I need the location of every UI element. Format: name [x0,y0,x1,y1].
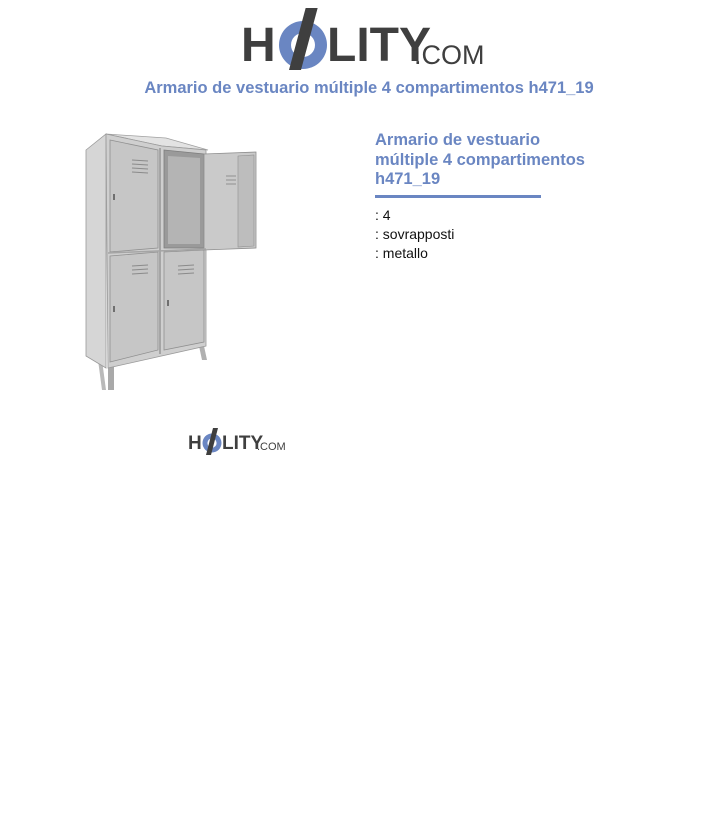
small-logo-o-circle-icon [203,428,222,455]
product-title-line2: múltiple 4 compartimentos [375,150,585,169]
attribute-compartments: : 4 [375,206,391,223]
holity-logo-small [186,428,290,456]
product-title [375,131,615,190]
small-logo-letters-lity: LITY [222,433,264,454]
product-title-line3: h471_19 [375,170,441,188]
logo-o-circle-icon [279,8,327,70]
product-info [375,131,615,263]
logo-letter-h: H [241,19,276,70]
holity-logo [0,8,720,70]
logo-suffix: .COM [414,40,485,70]
attribute-material: : metallo [375,244,428,261]
product-title-line1: Armario de vestuario [375,131,541,149]
small-logo-suffix: .COM [257,441,286,453]
attribute-arrangement: : sovrapposti [375,225,455,242]
logo-letters-lity: LITY [327,19,431,70]
page-title: Armario de vestuario múltiple 4 compartimentos h471_19 [144,79,594,97]
title-underline [375,195,541,198]
product-image [80,128,264,394]
small-logo-letter-h: H [188,433,202,454]
